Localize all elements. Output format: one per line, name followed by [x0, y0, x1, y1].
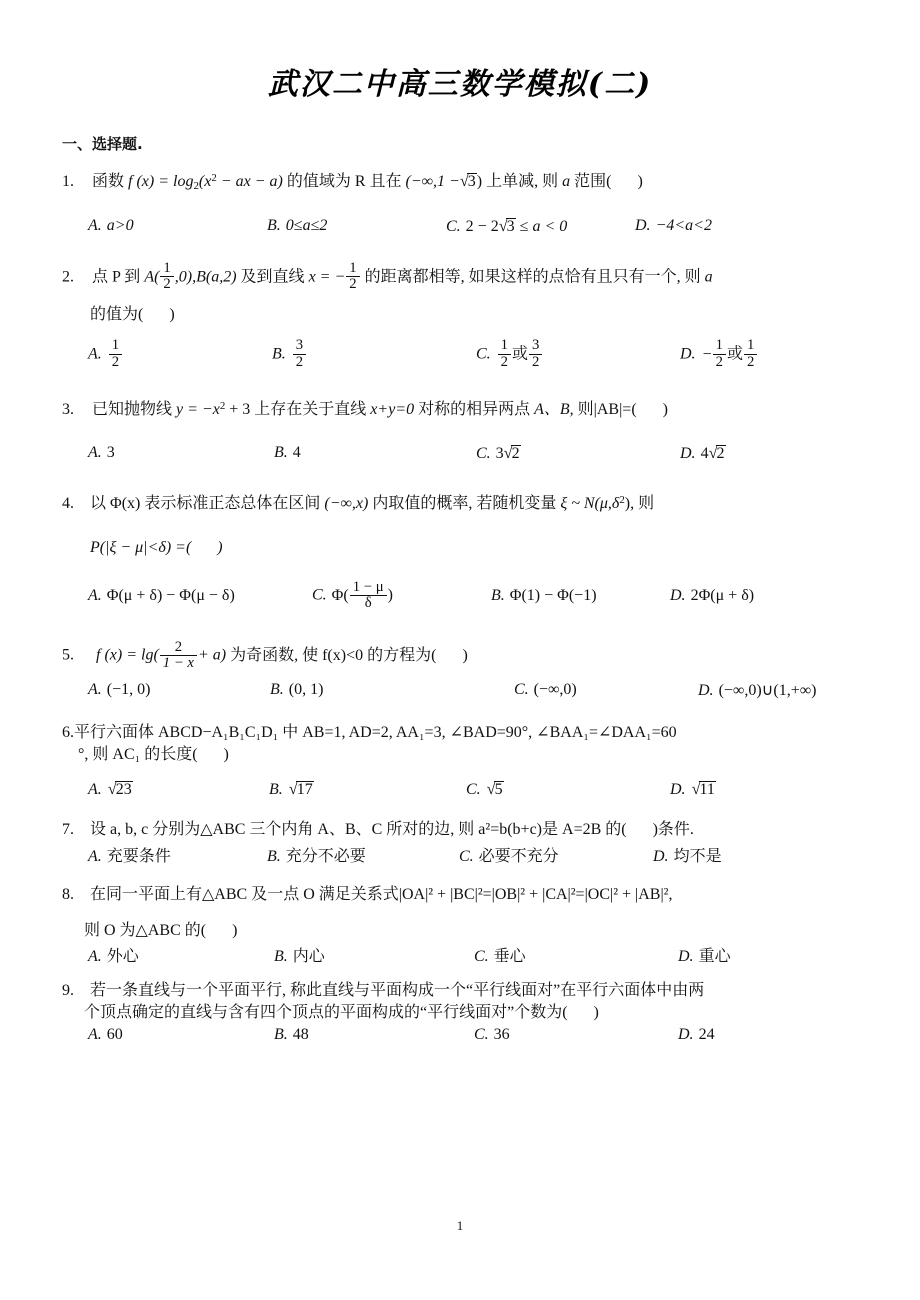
- q3-option-d[interactable]: D. 4√2: [680, 442, 725, 462]
- question-5-options: [62, 680, 872, 700]
- q3-optd-sqrt-icon: √2: [708, 442, 725, 462]
- q1-optc-sqrt-icon: √3: [498, 215, 515, 235]
- question-3: [0, 399, 920, 463]
- q6-optc-sqrt-icon: √5: [486, 779, 503, 799]
- q5-fraction: $\frac{2}{1 - x}$: [160, 640, 197, 672]
- q2-text-a: 点 P 到: [92, 268, 141, 286]
- q3-answer-blank[interactable]: 则|AB|=( ): [577, 401, 668, 419]
- q4-text-b: 内取值的概率, 若随机变量: [372, 495, 557, 513]
- q1-stem-prefix: 函数: [92, 173, 125, 190]
- q2-point-a: A(: [144, 268, 160, 286]
- q9-option-d[interactable]: D. 24: [678, 1025, 715, 1043]
- q1-sqrt-icon: √3: [459, 171, 476, 190]
- q7-option-d[interactable]: D. 均不是: [653, 847, 722, 865]
- question-9-options: [62, 1025, 906, 1043]
- question-5-stem: 5. f (x) = lg( $\frac{2}{1 - x}$ + a) 为奇函数, 使 f(x)<0 的方程为( ): [62, 638, 468, 671]
- question-9-stem-line1: [62, 980, 906, 1002]
- q8-option-d[interactable]: D. 重心: [678, 948, 731, 966]
- q3-text-a: 已知抛物线: [92, 401, 173, 419]
- q2-option-a[interactable]: A. $\frac{1}{2}$: [88, 339, 268, 371]
- q4-answer-blank[interactable]: P(|ξ − μ|<δ) =( ): [90, 538, 223, 556]
- q6-optb-sqrt-icon: √17: [288, 779, 313, 799]
- q1-radicand: 3: [467, 173, 476, 190]
- question-6-options: [62, 779, 890, 799]
- q4-number: 4.: [62, 495, 74, 513]
- section-heading: 一、选择题.: [62, 135, 143, 153]
- q3-line: x+y=0: [370, 401, 415, 419]
- question-4-stem-line1: 4. 以 Φ(x) 表示标准正态总体在区间 (−∞,x) 内取值的概率, 若随机变量 ξ ~ $N(\mu,\delta^2)$, 则: [62, 493, 655, 513]
- q1-expr-rest: − ax − a): [216, 173, 283, 190]
- q7-option-c[interactable]: C. 必要不充分: [459, 847, 559, 865]
- question-6: [0, 722, 920, 799]
- q1-log-base: 2: [193, 180, 199, 193]
- question-2-stem-line2: [62, 304, 872, 326]
- question-4-stem-line2: [62, 537, 872, 559]
- q5-option-c[interactable]: C. (−∞,0): [514, 681, 577, 699]
- q3-option-a[interactable]: A. 3: [88, 443, 115, 461]
- q4-option-a[interactable]: A. Φ(μ + δ) − Φ(μ − δ): [88, 587, 235, 605]
- question-9-stem-line2: [62, 1002, 906, 1024]
- q6-text-line1: 平行六面体 ABCD−A₁B₁C₁D₁ 中 AB=1, AD=2, AA₁=3, ∠BAD=90°, ∠BAA₁=∠DAA₁=60: [74, 724, 677, 742]
- q8-answer-blank[interactable]: 则 O 为△ABC 的( ): [84, 921, 238, 939]
- q7-option-b[interactable]: B. 充分不必要: [267, 847, 366, 865]
- q1-expr-sup: 2: [211, 171, 217, 184]
- q6-option-a[interactable]: A. √23: [88, 779, 132, 799]
- q1-stem-mid: 的值域为 R 且在: [286, 173, 402, 190]
- q6-opta-sqrt-icon: √23: [107, 779, 132, 799]
- q2-line-eq: x = −: [308, 268, 346, 286]
- q9-text-line1: 若一条直线与一个平面平行, 称此直线与平面构成一个“平行线面对”在平行六面体中由两: [90, 982, 705, 1000]
- question-list: [0, 170, 920, 1044]
- q3-text-c: 对称的相异两点: [418, 401, 531, 419]
- q6-option-b[interactable]: B. √17: [269, 779, 313, 799]
- q9-answer-blank[interactable]: 个顶点确定的直线与含有四个顶点的平面构成的“平行线面对”个数为( ): [84, 1003, 599, 1021]
- q1-interval-a: (−∞,1 −: [405, 173, 460, 190]
- q8-option-b[interactable]: B. 内心: [274, 948, 325, 966]
- q2-point-b: B(a,2): [196, 268, 237, 286]
- q2-frac-half: $\frac{1}{2}$: [160, 261, 173, 293]
- q9-option-a[interactable]: A. 60: [88, 1025, 123, 1043]
- q6-option-d[interactable]: D. √11: [670, 779, 715, 799]
- q2-option-b[interactable]: B. $\frac{3}{2}$: [272, 339, 472, 371]
- q1-function: f (x) = log: [128, 173, 194, 190]
- q4-random-var: ξ ~ N(μ,δ: [560, 495, 620, 513]
- q7-answer-blank[interactable]: )条件.: [652, 821, 694, 839]
- question-8-stem-line1: [62, 884, 902, 906]
- q2-answer-blank[interactable]: 的值为( ): [90, 305, 175, 323]
- q4-option-b[interactable]: B. Φ(1) − Φ(−1): [491, 587, 597, 605]
- question-8-options: [62, 943, 902, 966]
- q1-expr-open: (x: [198, 173, 212, 190]
- q3-option-b[interactable]: B. 4: [274, 443, 301, 461]
- q1-option-c[interactable]: C. 2 − 2√3 ≤ a < 0: [446, 215, 568, 235]
- question-7-stem: [62, 819, 896, 841]
- q8-text-line1: 在同一平面上有△ABC 及一点 O 满足关系式|OA|² + |BC|²=|OB|² + |CA|²=|OC|² + |AB|²,: [90, 885, 673, 903]
- question-1-options: [62, 216, 872, 236]
- question-2-stem-line1: 2. 点 P 到 A( $\frac{1}{2}$ ,0),B(a,2) 及到直线 x = − $\frac{1}{2}$ 的距离都相等, 如果这样的点恰有且只有一个, 则 a: [62, 259, 713, 293]
- q4-option-c[interactable]: C. Φ( $\frac{1 - \mu}{\delta}$ ): [312, 578, 393, 612]
- page-number: 1: [456, 1218, 464, 1233]
- q2-number: 2.: [62, 268, 74, 286]
- q1-option-d[interactable]: D. −4<a<2: [635, 216, 712, 234]
- q4-text-a: 以 Φ(x) 表示标准正态总体在区间: [90, 495, 321, 513]
- question-7-options: [62, 843, 896, 866]
- q2-option-d[interactable]: D. − $\frac{1}{2}$ 或 $\frac{1}{2}$: [680, 339, 758, 371]
- q5-number: 5.: [62, 646, 74, 664]
- q7-number: 7.: [62, 821, 74, 839]
- q2-frac-half2: $\frac{1}{2}$: [346, 261, 359, 293]
- q1-interval-b: ): [476, 173, 483, 190]
- q9-option-c[interactable]: C. 36: [474, 1025, 510, 1043]
- question-3-stem: 3. 已知抛物线 $y = -x^2 + 3$ 上存在关于直线 x+y=0 对称的相异两点 A、B, 则|AB|=( ): [62, 400, 668, 419]
- q3-points: A、B,: [534, 401, 574, 419]
- question-6-stem-line2: [62, 744, 890, 766]
- q7-option-a[interactable]: A. 充要条件: [88, 847, 171, 865]
- question-9: [0, 980, 920, 1044]
- q3-text-b: 上存在关于直线: [254, 401, 367, 419]
- question-4-options: [62, 580, 872, 612]
- q2-option-c[interactable]: C. $\frac{1}{2}$ 或 $\frac{3}{2}$: [476, 339, 676, 371]
- q5-answer-blank[interactable]: 为奇函数, 使 f(x)<0 的方程为( ): [230, 646, 468, 664]
- q6-optd-sqrt-icon: √11: [691, 779, 715, 799]
- question-7: [0, 819, 920, 866]
- q1-option-a[interactable]: A. a>0: [88, 216, 134, 234]
- q1-option-b[interactable]: B. 0≤a≤2: [267, 216, 328, 234]
- q1-number: 1.: [62, 173, 74, 190]
- q3-number: 3.: [62, 401, 74, 419]
- q3-parabola: y = −x: [176, 401, 220, 419]
- q4-option-d[interactable]: D. 2Φ(μ + δ): [670, 587, 755, 605]
- q1-stem-tail: 上单减, 则: [486, 173, 559, 190]
- question-2: [0, 259, 920, 371]
- q1-answer-blank[interactable]: 范围( ): [574, 173, 643, 190]
- q6-answer-blank[interactable]: °, 则 AC₁ 的长度( ): [78, 745, 229, 763]
- q3-option-c[interactable]: C. 3√2: [476, 442, 520, 462]
- q8-option-a[interactable]: A. 外心: [88, 948, 139, 966]
- question-8-stem-line2: [62, 920, 902, 942]
- q5-option-d[interactable]: D. (−∞,0)∪(1,+∞): [698, 682, 817, 700]
- question-1-stem: [62, 170, 872, 194]
- q8-option-c[interactable]: C. 垂心: [474, 948, 526, 966]
- q1-stem-var: a: [562, 173, 571, 190]
- q4-interval: (−∞,x): [324, 495, 369, 513]
- q2-text-c: 的距离都相等, 如果这样的点恰有且只有一个, 则: [364, 268, 701, 286]
- q6-number: 6.: [62, 724, 74, 742]
- question-1: [0, 170, 920, 236]
- q9-option-b[interactable]: B. 48: [274, 1025, 309, 1043]
- q3-optc-sqrt-icon: √2: [503, 442, 520, 462]
- q9-number: 9.: [62, 982, 74, 1000]
- question-6-stem-line1: [62, 722, 890, 744]
- question-8: [0, 884, 920, 966]
- q7-text: 设 a, b, c 分别为△ABC 三个内角 A、B、C 所对的边, 则 a²=b(b+c)是 A=2B 的(: [90, 821, 627, 839]
- question-5: [0, 640, 920, 700]
- q5-option-a[interactable]: A. (−1, 0): [88, 681, 151, 699]
- page-title: 武汉二中高三数学模拟(二): [267, 67, 653, 102]
- q8-number: 8.: [62, 885, 74, 903]
- q5-function: f (x) = lg(: [96, 646, 159, 664]
- q5-option-b[interactable]: B. (0, 1): [270, 681, 324, 699]
- q6-option-c[interactable]: C. √5: [466, 779, 503, 799]
- question-2-options: [62, 339, 872, 371]
- question-4: [0, 493, 920, 612]
- q2-var: a: [704, 268, 713, 286]
- question-3-options: [62, 443, 872, 463]
- q2-text-b: 及到直线: [240, 268, 305, 286]
